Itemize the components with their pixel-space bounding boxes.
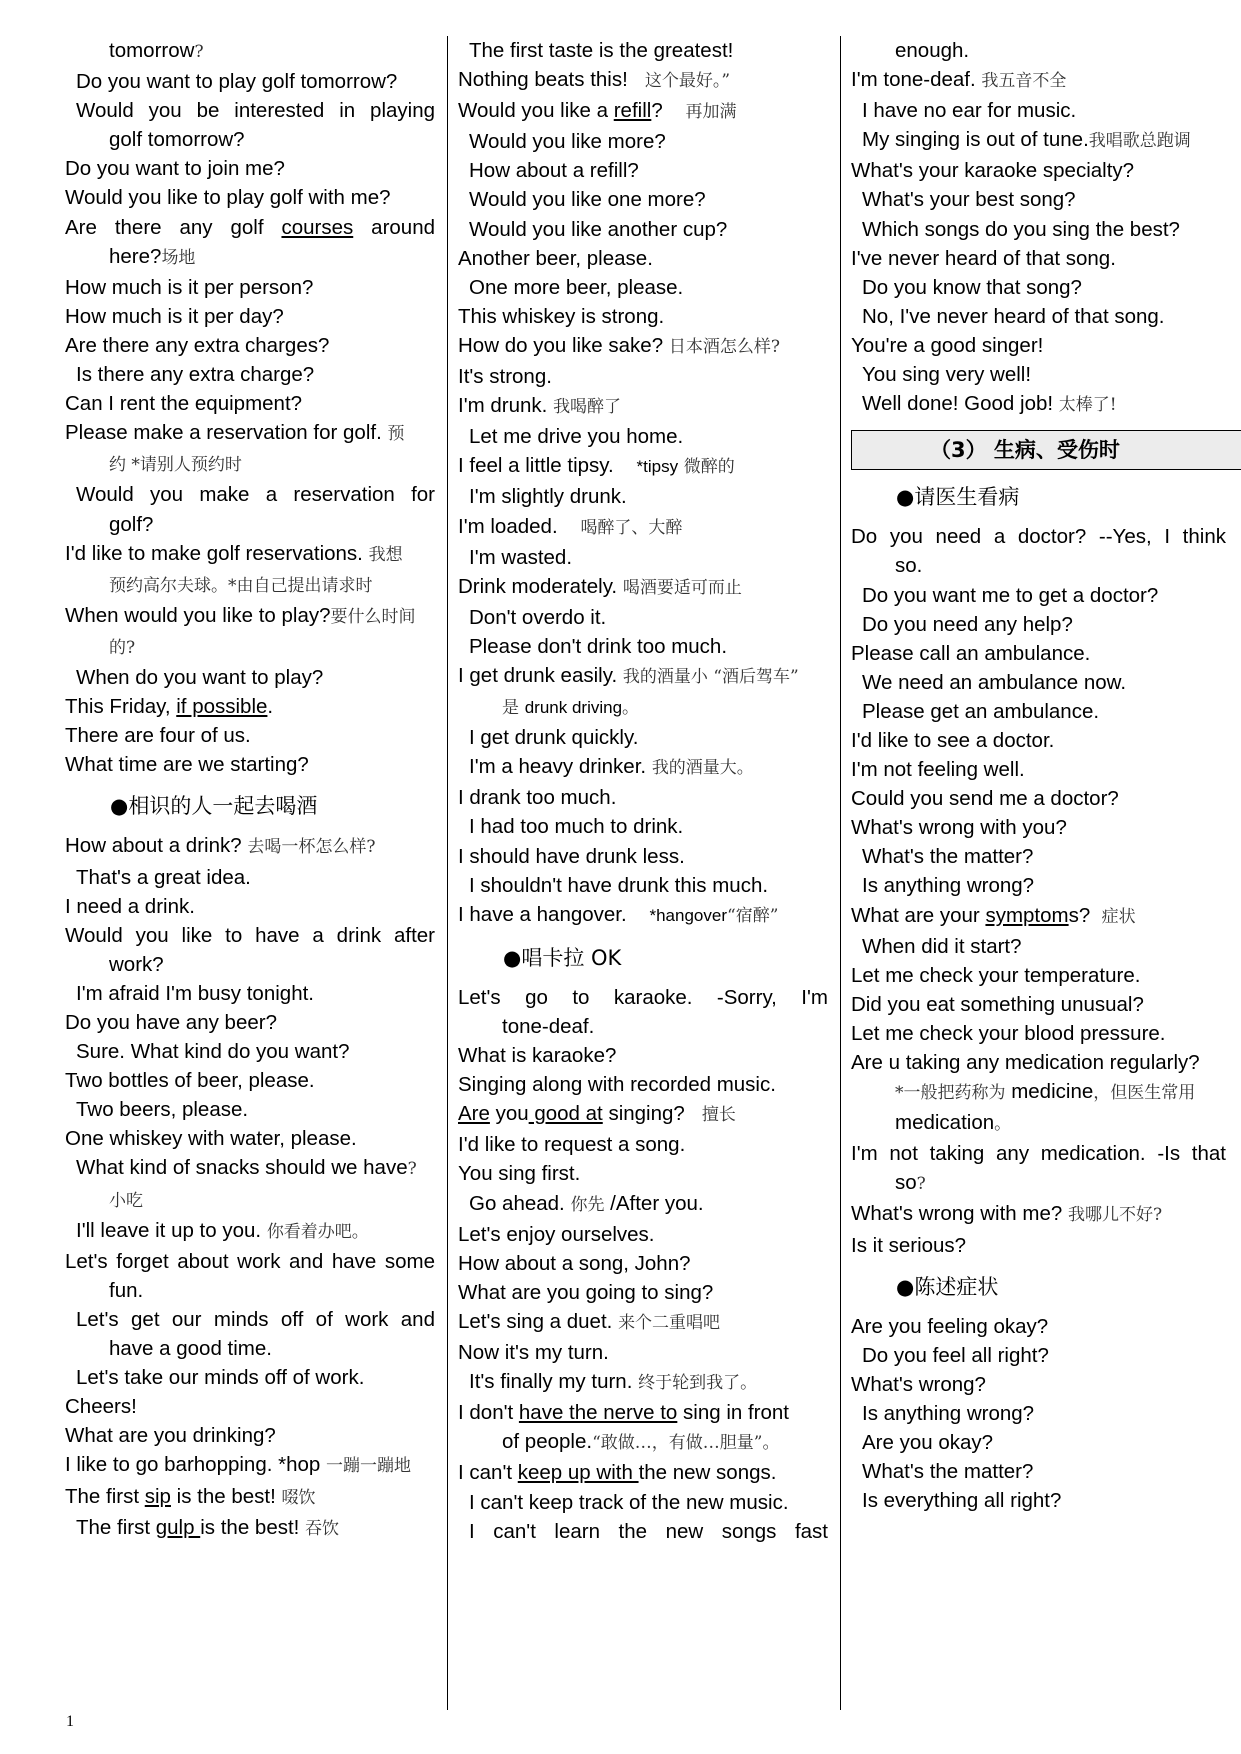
text-line: Would you like a refill? 再加满 xyxy=(458,99,737,123)
text-line: here?场地 xyxy=(109,244,196,268)
text-line: Let's take our minds off of work. xyxy=(76,1366,365,1390)
text-line: *一般把药称为 medicine，但医生常用 xyxy=(895,1080,1196,1104)
text-line: 的? xyxy=(109,637,136,658)
text-line: I get drunk easily. 我的酒量小 “酒后驾车” xyxy=(458,663,799,687)
section-heading: ●相识的人一起去喝酒 xyxy=(110,794,318,819)
text-line: What is karaoke? xyxy=(458,1044,617,1068)
text-line: Are there any golf courses around xyxy=(65,215,435,239)
text-line: I'd like to see a doctor. xyxy=(851,728,1055,752)
text-line: Did you eat something unusual? xyxy=(851,992,1144,1016)
column-3 xyxy=(851,36,1226,1515)
text-line: Do you need a doctor? --Yes, I think xyxy=(851,525,1226,549)
text-line: Are you okay? xyxy=(862,1431,994,1455)
text-line: Do you need any help? xyxy=(862,612,1073,636)
text-line: Is everything all right? xyxy=(862,1489,1062,1513)
text-line: Would you like to have a drink after xyxy=(65,923,435,947)
text-line: Singing along with recorded music. xyxy=(458,1073,776,1097)
text-line: I can't keep track of the new music. xyxy=(469,1490,789,1514)
text-line: This Friday, if possible. xyxy=(65,695,274,719)
text-line: One whiskey with water, please. xyxy=(65,1127,357,1151)
text-line: How much is it per person? xyxy=(65,275,314,299)
text-line: 预约高尔夫球。*由自己提出请求时 xyxy=(109,575,373,596)
text-line: Now it's my turn. xyxy=(458,1341,609,1365)
text-line: Let me drive you home. xyxy=(469,425,684,449)
text-line: I'd like to make golf reservations. 我想 xyxy=(65,541,403,565)
text-line: fun. xyxy=(109,1278,144,1302)
text-line: The first sip is the best! 啜饮 xyxy=(65,1484,316,1508)
column-1 xyxy=(65,36,435,1544)
text-line: Another beer, please. xyxy=(458,246,653,270)
text-line: I'm drunk. 我喝醉了 xyxy=(458,394,622,418)
text-line: I'm loaded. 喝醉了、大醉 xyxy=(458,514,683,538)
text-line: golf? xyxy=(109,512,154,536)
text-line: I'm slightly drunk. xyxy=(469,485,627,509)
text-line: What's wrong? xyxy=(851,1372,986,1396)
text-line: What are you going to sing? xyxy=(458,1280,714,1304)
text-line: Is anything wrong? xyxy=(862,874,1035,898)
text-line: Let's get our minds off of work and xyxy=(76,1307,435,1331)
text-line: I'm wasted. xyxy=(469,545,573,569)
text-line: Would you make a reservation for xyxy=(76,483,435,507)
text-line: The first taste is the greatest! xyxy=(469,39,734,62)
column-divider xyxy=(447,36,448,1710)
text-line: I'm afraid I'm busy tonight. xyxy=(76,981,314,1005)
text-line: Please get an ambulance. xyxy=(862,699,1100,723)
section-heading: ●陈述症状 xyxy=(896,1274,999,1299)
text-line: What are you drinking? xyxy=(65,1424,276,1448)
text-line: How do you like sake? 日本酒怎么样? xyxy=(458,333,780,357)
text-line: I shouldn't have drunk this much. xyxy=(469,873,769,897)
chapter-heading-box: （3） 生病、受伤时 xyxy=(851,430,1241,470)
text-line: Let me check your temperature. xyxy=(851,963,1141,987)
text-line: What are your symptoms? 症状 xyxy=(851,903,1136,927)
text-line: Do you want me to get a doctor? xyxy=(862,583,1159,607)
page-number: 1 xyxy=(66,1713,74,1730)
text-line: Let's forget about work and have some xyxy=(65,1249,435,1273)
text-line: I can't learn the new songs fast xyxy=(469,1519,828,1543)
text-line: work? xyxy=(109,952,164,976)
text-line: It's strong. xyxy=(458,365,552,389)
text-line: Let's enjoy ourselves. xyxy=(458,1222,655,1246)
text-line: Would you like to play golf with me? xyxy=(65,186,391,210)
text-line: of people.“敢做…，有做…胆量”。 xyxy=(502,1430,780,1454)
text-line: Would you like another cup? xyxy=(469,217,728,241)
text-line: Can I rent the equipment? xyxy=(65,392,303,416)
text-line: medication。 xyxy=(895,1111,1012,1135)
text-line: Which songs do you sing the best? xyxy=(862,217,1180,241)
text-line: I'd like to request a song. xyxy=(458,1133,686,1157)
text-line: I have no ear for music. xyxy=(862,99,1077,123)
text-line: The first gulp is the best! 吞饮 xyxy=(76,1515,340,1539)
text-line: How much is it per day? xyxy=(65,304,284,328)
text-line: I get drunk quickly. xyxy=(469,726,639,750)
text-line: Two beers, please. xyxy=(76,1098,249,1122)
text-line: Do you want to play golf tomorrow? xyxy=(76,70,398,94)
text-line: When did it start? xyxy=(862,934,1022,958)
text-line: I'll leave it up to you. 你看着办吧。 xyxy=(76,1218,369,1242)
text-line: One more beer, please. xyxy=(469,275,684,299)
text-line: tomorrow? xyxy=(109,39,204,62)
text-line: Do you have any beer? xyxy=(65,1011,277,1034)
text-line: When do you want to play? xyxy=(76,665,324,689)
text-line: Please call an ambulance. xyxy=(851,641,1091,665)
text-line: You sing first. xyxy=(458,1162,581,1186)
text-line: 小吃 xyxy=(109,1190,143,1211)
text-line: I can't keep up with the new songs. xyxy=(458,1461,777,1485)
text-line: tone-deaf. xyxy=(502,1015,595,1038)
text-line: What kind of snacks should we have? xyxy=(76,1156,417,1180)
text-line: Are there any extra charges? xyxy=(65,333,330,357)
text-line: so? xyxy=(895,1171,926,1195)
text-line: so. xyxy=(895,554,923,578)
text-line: have a good time. xyxy=(109,1337,272,1361)
text-line: Cheers! xyxy=(65,1395,137,1419)
text-line: How about a song, John? xyxy=(458,1251,691,1275)
section-heading: ●请医生看病 xyxy=(896,485,1020,510)
text-line: golf tomorrow? xyxy=(109,128,245,152)
text-line: Please make a reservation for golf. 预 xyxy=(65,421,405,445)
text-line: When would you like to play?要什么时间 xyxy=(65,603,416,627)
text-line: Are u taking any medication regularly? xyxy=(851,1051,1200,1074)
text-line: I've never heard of that song. xyxy=(851,246,1116,270)
text-line: What's wrong with me? 我哪儿不好? xyxy=(851,1202,1163,1226)
text-line: It's finally my turn. 终于轮到我了。 xyxy=(469,1370,758,1394)
text-line: Do you want to join me? xyxy=(65,157,285,181)
text-line: Nothing beats this! 这个最好。” xyxy=(458,68,731,92)
text-line: Sure. What kind do you want? xyxy=(76,1040,350,1064)
text-line: What's the matter? xyxy=(862,1460,1034,1484)
text-line: I like to go barhopping. *hop 一蹦一蹦地 xyxy=(65,1453,412,1477)
text-line: 约 *请别人预约时 xyxy=(109,455,242,476)
text-line: Two bottles of beer, please. xyxy=(65,1069,315,1093)
text-line: Well done! Good job! 太棒了! xyxy=(862,392,1117,416)
section-heading: ●唱卡拉 OK xyxy=(503,945,622,970)
text-line: You're a good singer! xyxy=(851,333,1044,357)
text-line: There are four of us. xyxy=(65,724,251,748)
text-line: I'm a heavy drinker. 我的酒量大。 xyxy=(469,755,754,779)
text-line: Let's sing a duet. 来个二重唱吧 xyxy=(458,1309,721,1333)
text-line: Do you know that song? xyxy=(862,275,1082,299)
text-line: I need a drink. xyxy=(65,894,195,918)
text-line: No, I've never heard of that song. xyxy=(862,304,1165,328)
text-line: I should have drunk less. xyxy=(458,844,685,868)
text-line: Is anything wrong? xyxy=(862,1402,1035,1426)
text-line: Don't overdo it. xyxy=(469,605,607,629)
text-line: Drink moderately. 喝酒要适可而止 xyxy=(458,574,742,598)
text-line: What time are we starting? xyxy=(65,753,309,777)
text-line: Do you feel all right? xyxy=(862,1343,1049,1367)
text-line: Could you send me a doctor? xyxy=(851,787,1119,811)
text-line: Would you like one more? xyxy=(469,188,706,212)
text-line: We need an ambulance now. xyxy=(862,670,1127,694)
text-line: Are you good at singing? 擅长 xyxy=(458,1102,736,1126)
text-line: How about a refill? xyxy=(469,159,639,183)
text-line: How about a drink? 去喝一杯怎么样? xyxy=(65,834,376,858)
text-line: I had too much to drink. xyxy=(469,815,684,839)
text-line: What's the matter? xyxy=(862,845,1034,869)
text-line: Is it serious? xyxy=(851,1233,967,1257)
text-line: I don't have the nerve to sing in front xyxy=(458,1401,789,1425)
column-divider xyxy=(840,36,841,1710)
text-line: I have a hangover. *hangover“宿醉” xyxy=(458,902,779,926)
text-line: I drank too much. xyxy=(458,786,617,810)
column-2 xyxy=(458,36,828,1546)
text-line: My singing is out of tune.我唱歌总跑调 xyxy=(862,128,1191,152)
text-line: Is there any extra charge? xyxy=(76,363,315,387)
text-line: 是 drunk driving。 xyxy=(502,698,640,719)
text-line: That's a great idea. xyxy=(76,865,251,889)
text-line: Would you like more? xyxy=(469,130,666,154)
text-line: Let me check your blood pressure. xyxy=(851,1021,1166,1045)
text-line: Go ahead. 你先 /After you. xyxy=(469,1191,704,1215)
text-line: You sing very well! xyxy=(862,363,1032,387)
text-line: What's your best song? xyxy=(862,188,1076,212)
text-line: I feel a little tipsy. *tipsy 微醉的 xyxy=(458,454,735,478)
text-line: This whiskey is strong. xyxy=(458,304,665,328)
text-line: Please don't drink too much. xyxy=(469,634,728,658)
text-line: Let's go to karaoke. -Sorry, I'm xyxy=(458,985,828,1009)
text-line: Are you feeling okay? xyxy=(851,1314,1049,1338)
text-line: I'm not taking any medication. -Is that xyxy=(851,1142,1226,1166)
text-line: I'm not feeling well. xyxy=(851,758,1025,782)
text-line: enough. xyxy=(895,39,970,62)
text-line: Would you be interested in playing xyxy=(76,99,435,123)
text-line: I'm tone-deaf. 我五音不全 xyxy=(851,68,1067,92)
text-line: What's wrong with you? xyxy=(851,816,1067,840)
text-line: What's your karaoke specialty? xyxy=(851,159,1135,183)
